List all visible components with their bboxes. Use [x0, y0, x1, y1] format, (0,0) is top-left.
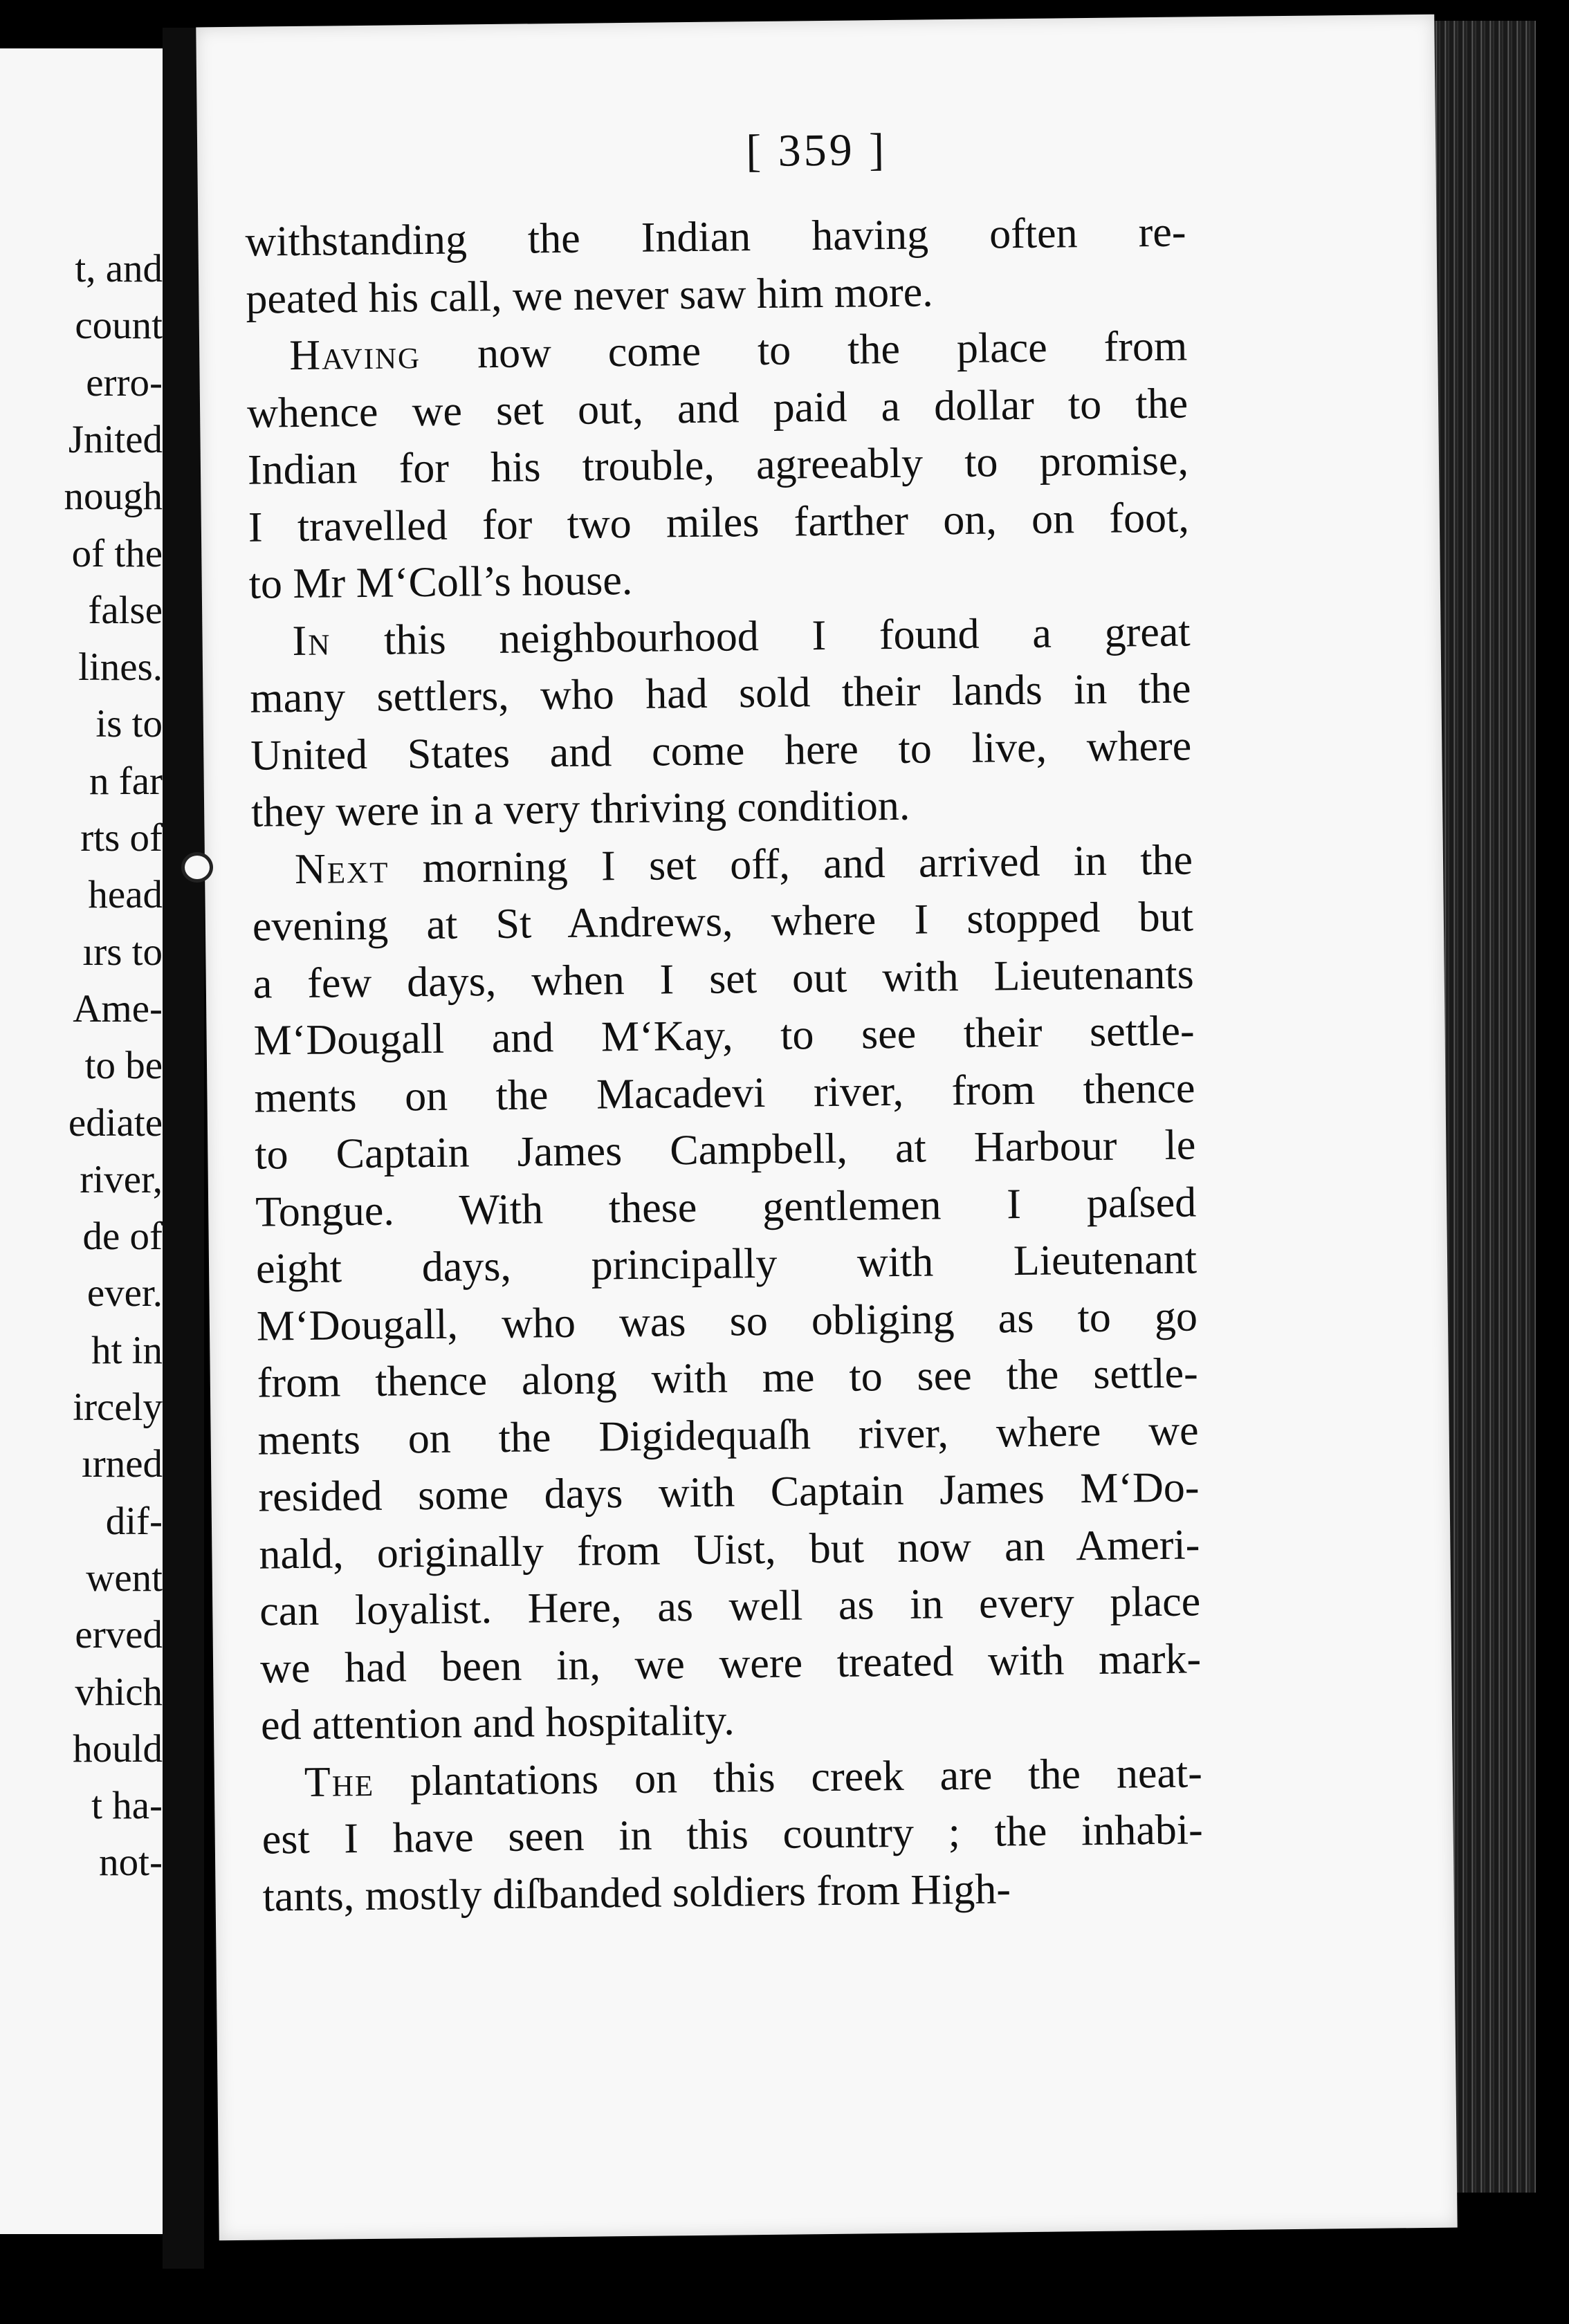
left-page-line: false — [88, 588, 163, 632]
left-page-line: went — [86, 1556, 163, 1600]
text-line — [257, 1402, 1199, 1469]
line-text: this neighbourhood I found a great — [330, 607, 1191, 664]
text-line — [253, 1002, 1195, 1069]
left-page-line: de of — [82, 1215, 163, 1259]
text-line — [255, 1174, 1197, 1241]
text-line — [247, 375, 1189, 442]
line-text: ments on the Macadevi river, from thence — [254, 1064, 1195, 1122]
text-line — [246, 261, 1187, 328]
left-page-line: vhich — [75, 1670, 163, 1714]
line-text: we had been in, we were treated with mark- — [259, 1634, 1202, 1693]
left-page-line: t ha- — [91, 1784, 163, 1828]
text-line — [256, 1230, 1198, 1298]
page-number: [ 359 ] — [745, 124, 888, 177]
left-page-line: ırs to — [82, 930, 163, 974]
left-page-line: of the — [71, 531, 163, 575]
left-page-line: river, — [80, 1157, 163, 1201]
text-line — [257, 1288, 1198, 1355]
left-page-line: hould — [73, 1726, 163, 1771]
text-line — [255, 1116, 1196, 1183]
line-text: United States and come here to live, where — [250, 721, 1192, 780]
text-line — [249, 603, 1191, 670]
text-line — [250, 717, 1192, 784]
line-text: Indian for his trouble, agreeably to promise, — [247, 436, 1189, 494]
left-page-line: head — [88, 873, 163, 917]
text-line — [248, 546, 1190, 613]
line-text: many settlers, who had sold their lands in the — [250, 665, 1191, 722]
line-text: M‘Dougall, who was so obliging as to go — [256, 1292, 1198, 1350]
line-text: withstanding the Indian having often re- — [245, 208, 1186, 266]
text-line — [245, 203, 1186, 270]
book-page — [196, 15, 1457, 2241]
line-text: nald, originally from Uist, but now an Ameri- — [259, 1520, 1200, 1578]
left-facing-page — [0, 48, 163, 2234]
left-page-line: nough — [64, 474, 163, 519]
line-text: from thence along with me to see the settle- — [257, 1349, 1199, 1407]
line-text: morning I set off, and arrived in the — [389, 836, 1193, 892]
book-gutter — [163, 28, 204, 2269]
line-text: can loyalist. Here, as well as in every place — [259, 1578, 1201, 1635]
line-text: I travelled for two miles farther on, on foot, — [248, 493, 1190, 551]
page-body-text — [245, 203, 1204, 1925]
line-text: M‘Dougall and M‘Kay, to see their settle- — [253, 1007, 1195, 1064]
line-text: whence we set out, and paid a dollar to the — [246, 379, 1189, 437]
text-line — [261, 1687, 1202, 1754]
paragraph-lead-word: In — [292, 616, 331, 665]
line-text: Tongue. With these gentlemen I paſsed — [255, 1178, 1197, 1236]
left-page-line: erro- — [86, 360, 163, 405]
left-page-line: ircely — [73, 1385, 163, 1429]
text-line — [259, 1573, 1201, 1640]
paragraph-lead-word: Having — [288, 331, 421, 380]
left-page-line: n far — [89, 759, 163, 803]
left-page-line: dif- — [105, 1499, 163, 1543]
line-text: plantations on this creek are the neat- — [374, 1749, 1203, 1805]
text-line — [248, 489, 1189, 556]
left-page-line: rts of — [80, 816, 163, 860]
text-line — [248, 432, 1189, 499]
text-line — [246, 317, 1188, 385]
text-line — [260, 1630, 1202, 1697]
left-page-line: Jnited — [68, 417, 163, 461]
left-page-line: erved — [75, 1613, 163, 1657]
left-page-line: is to — [95, 702, 163, 746]
left-page-line: count — [75, 304, 163, 348]
line-text: now come to the place from — [420, 322, 1188, 378]
line-text: tants, mostly diſbanded soldiers from High- — [262, 1865, 1011, 1921]
line-text: peated his call, we never saw him more. — [246, 268, 934, 323]
ink-blot-mark — [181, 852, 213, 883]
text-line — [262, 1801, 1203, 1868]
line-text: to Captain James Campbell, at Harbour le — [255, 1121, 1196, 1179]
text-line — [252, 831, 1193, 898]
text-line — [262, 1859, 1204, 1926]
left-page-line: Ame- — [73, 986, 163, 1031]
line-text: to Mr M‘Coll’s house. — [248, 556, 633, 608]
text-line — [259, 1516, 1200, 1583]
left-page-line: lines. — [78, 645, 163, 690]
paragraph-lead-word: Next — [294, 845, 389, 893]
left-page-line: to be — [84, 1044, 163, 1088]
line-text: ed attention and hospitality. — [260, 1697, 735, 1749]
text-line — [257, 1345, 1198, 1412]
line-text: ments on the Digidequaſh river, where we — [257, 1406, 1199, 1464]
text-line — [261, 1744, 1202, 1811]
text-line — [253, 946, 1194, 1013]
paragraph-lead-word: The — [304, 1758, 375, 1806]
line-text: eight days, principally with Lieutenant — [255, 1235, 1198, 1293]
text-line — [251, 774, 1193, 841]
line-text: evening at St Andrews, where I stopped but — [252, 893, 1194, 950]
left-page-line: not- — [99, 1841, 163, 1885]
left-page-line: ever. — [86, 1271, 163, 1316]
text-line — [254, 1060, 1195, 1127]
line-text: a few days, when I set out with Lieutenants — [253, 950, 1195, 1008]
line-text: est I have seen in this country ; the inhabi- — [262, 1806, 1204, 1863]
line-text: they were in a very thriving condition. — [250, 782, 910, 836]
text-line — [252, 888, 1193, 955]
text-line — [258, 1459, 1200, 1526]
left-page-line: ediate — [68, 1100, 163, 1145]
left-page-line: ht in — [91, 1328, 163, 1372]
text-line — [250, 660, 1191, 727]
left-page-line: ırned — [81, 1442, 163, 1486]
line-text: resided some days with Captain James M‘Do- — [258, 1464, 1200, 1521]
left-page-line: t, and — [75, 247, 163, 290]
